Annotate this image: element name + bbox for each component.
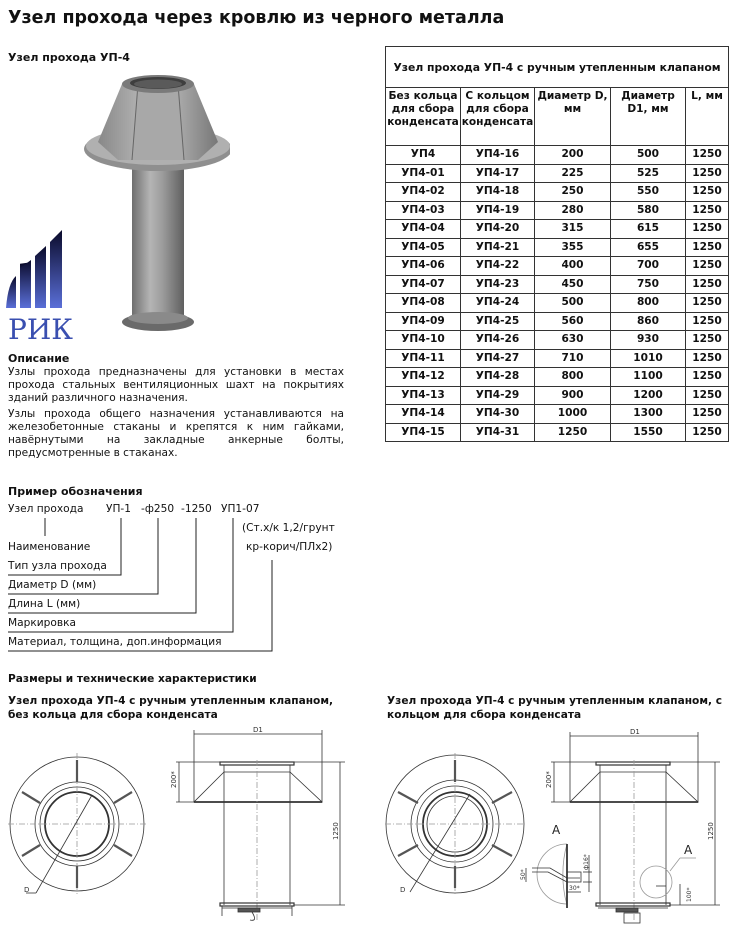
table-cell: 280 xyxy=(535,201,611,220)
svg-text:100*: 100* xyxy=(686,887,693,902)
drawing-2-title-line1: Узел прохода УП-4 с ручным утепленным клапаном, с xyxy=(387,695,722,707)
table-caption: Узел прохода УП-4 с ручным утепленным клапаном xyxy=(386,47,729,88)
table-row xyxy=(386,164,729,183)
legend-marking: Маркировка xyxy=(8,617,76,629)
table-cell: УП4-16 xyxy=(461,146,535,165)
drawing-1-title xyxy=(8,694,333,722)
table-body xyxy=(386,146,729,442)
table-cell: УП4-14 xyxy=(386,405,461,424)
spec-table-container xyxy=(385,46,728,442)
table-cell: УП4-15 xyxy=(386,423,461,442)
table-cell: УП4-18 xyxy=(461,183,535,202)
detail-a-callout-label: A xyxy=(684,843,693,857)
table-cell: УП4-21 xyxy=(461,238,535,257)
svg-text:D: D xyxy=(24,886,30,894)
table-row xyxy=(386,294,729,313)
table-cell: УП4-10 xyxy=(386,331,461,350)
table-cell: 630 xyxy=(535,331,611,350)
table-cell: 800 xyxy=(535,368,611,387)
svg-text:1250: 1250 xyxy=(707,822,715,840)
table-cell: 615 xyxy=(611,220,686,239)
col-header-diameter-d: Диаметр D, мм xyxy=(535,88,611,146)
table-cell: 1550 xyxy=(611,423,686,442)
table-row xyxy=(386,257,729,276)
col-header-length: L, мм xyxy=(686,88,729,146)
description-heading: Описание xyxy=(8,352,70,365)
table-cell: 560 xyxy=(535,312,611,331)
col-header-with-ring: С кольцом для сбора конденсата xyxy=(461,88,535,146)
table-cell: 400 xyxy=(535,257,611,276)
table-cell: 1250 xyxy=(686,257,729,276)
table-cell: УП4-13 xyxy=(386,386,461,405)
table-cell: УП4-28 xyxy=(461,368,535,387)
product-subtitle: Узел прохода УП-4 xyxy=(8,51,130,64)
table-cell: 1250 xyxy=(686,146,729,165)
table-cell: 1300 xyxy=(611,405,686,424)
table-cell: УП4-07 xyxy=(386,275,461,294)
table-cell: 655 xyxy=(611,238,686,257)
product-photo xyxy=(80,72,230,337)
table-cell: УП4-22 xyxy=(461,257,535,276)
svg-text:ф16*: ф16* xyxy=(583,854,590,870)
table-cell: 1250 xyxy=(686,183,729,202)
table-cell: УП4-06 xyxy=(386,257,461,276)
drawing-1-technical xyxy=(0,720,360,931)
table-cell: 500 xyxy=(535,294,611,313)
table-cell: 1250 xyxy=(686,386,729,405)
table-cell: 900 xyxy=(535,386,611,405)
table-cell: УП4-03 xyxy=(386,201,461,220)
code-length: -1250 xyxy=(181,503,212,515)
table-cell: УП4-24 xyxy=(461,294,535,313)
table-row xyxy=(386,331,729,350)
drawing-1-title-line2: без кольца для сбора конденсата xyxy=(8,709,218,721)
table-cell: УП4-29 xyxy=(461,386,535,405)
col-header-diameter-d1: Диаметр D1, мм xyxy=(611,88,686,146)
table-row xyxy=(386,275,729,294)
code-diameter: -ф250 xyxy=(141,503,175,515)
code-material-1: (Ст.х/к 1,2/грунт xyxy=(242,522,335,534)
svg-text:30*: 30* xyxy=(569,885,580,892)
table-cell: УП4-30 xyxy=(461,405,535,424)
description-paragraph: Узлы прохода предназначены для установки в местах прохода стальных вентиляционных шахт на покрытиях зданий различного назначения. xyxy=(8,366,344,404)
table-row xyxy=(386,201,729,220)
svg-text:200*: 200* xyxy=(545,771,553,788)
table-row xyxy=(386,238,729,257)
code-name: Узел прохода xyxy=(8,503,84,515)
drawing-1-title-line1: Узел прохода УП-4 с ручным утепленным клапаном, xyxy=(8,695,334,707)
table-cell: 450 xyxy=(535,275,611,294)
table-cell: УП4-25 xyxy=(461,312,535,331)
table-cell: 750 xyxy=(611,275,686,294)
detail-a-label: A xyxy=(552,823,561,837)
designation-leader-lines xyxy=(0,500,360,660)
legend-name: Наименование xyxy=(8,541,91,553)
table-cell: УП4-01 xyxy=(386,164,461,183)
table-cell: 800 xyxy=(611,294,686,313)
table-cell: 1250 xyxy=(686,294,729,313)
table-cell: 700 xyxy=(611,257,686,276)
table-cell: УП4-17 xyxy=(461,164,535,183)
description-text xyxy=(8,366,344,463)
table-cell: УП4-09 xyxy=(386,312,461,331)
table-cell: УП4-20 xyxy=(461,220,535,239)
technical-heading: Размеры и технические характеристики xyxy=(8,673,257,685)
table-cell: 1250 xyxy=(686,238,729,257)
table-cell: 1250 xyxy=(535,423,611,442)
svg-text:1250: 1250 xyxy=(332,822,340,840)
svg-text:РИК: РИК xyxy=(8,313,73,343)
table-cell: 1100 xyxy=(611,368,686,387)
table-cell: 315 xyxy=(535,220,611,239)
designation-heading: Пример обозначения xyxy=(8,485,143,498)
table-cell: УП4-19 xyxy=(461,201,535,220)
page-title: Узел прохода через кровлю из черного металла xyxy=(8,8,505,28)
col-header-no-ring: Без кольца для сбора конденсата xyxy=(386,88,461,146)
table-cell: 1250 xyxy=(686,368,729,387)
table-cell: 250 xyxy=(535,183,611,202)
legend-material: Материал, толщина, доп.информация xyxy=(8,636,222,648)
table-cell: 525 xyxy=(611,164,686,183)
table-cell: 500 xyxy=(611,146,686,165)
company-logo xyxy=(4,228,74,343)
legend-diameter: Диаметр D (мм) xyxy=(8,579,97,591)
table-cell: 1250 xyxy=(686,312,729,331)
table-row xyxy=(386,368,729,387)
table-row xyxy=(386,423,729,442)
table-row xyxy=(386,220,729,239)
table-cell: 1000 xyxy=(535,405,611,424)
table-cell: УП4-27 xyxy=(461,349,535,368)
table-cell: 550 xyxy=(611,183,686,202)
svg-text:200*: 200* xyxy=(170,771,178,788)
table-cell: УП4-23 xyxy=(461,275,535,294)
table-row xyxy=(386,183,729,202)
table-row xyxy=(386,386,729,405)
spec-table xyxy=(385,46,729,442)
table-cell: 1250 xyxy=(686,331,729,350)
table-cell: УП4-12 xyxy=(386,368,461,387)
drawing-2-title xyxy=(387,694,722,722)
description-paragraph: Узлы прохода общего назначения устанавливаются на железобетонные стаканы и крепятся к ним гайками, навёрнутыми на закладные анкерные болты, предусмотренные в стаканах. xyxy=(8,408,344,459)
table-cell: УП4-11 xyxy=(386,349,461,368)
table-row xyxy=(386,405,729,424)
table-cell: 1200 xyxy=(611,386,686,405)
svg-text:50*: 50* xyxy=(520,869,527,880)
table-cell: 860 xyxy=(611,312,686,331)
table-cell: 355 xyxy=(535,238,611,257)
table-cell: 930 xyxy=(611,331,686,350)
table-cell: 1250 xyxy=(686,201,729,220)
table-cell: 1250 xyxy=(686,405,729,424)
table-cell: 1250 xyxy=(686,275,729,294)
drawing-2-technical xyxy=(380,720,729,931)
code-material-2: кр-корич/ПЛх2) xyxy=(246,541,333,553)
table-cell: 225 xyxy=(535,164,611,183)
code-type: УП-1 xyxy=(106,503,131,515)
table-cell: 1250 xyxy=(686,220,729,239)
legend-length: Длина L (мм) xyxy=(8,598,81,610)
svg-text:D1: D1 xyxy=(630,728,640,736)
table-cell: УП4-04 xyxy=(386,220,461,239)
table-cell: УП4 xyxy=(386,146,461,165)
svg-text:D1: D1 xyxy=(253,726,263,734)
table-cell: 1250 xyxy=(686,423,729,442)
drawing-2-title-line2: кольцом для сбора конденсата xyxy=(387,709,582,721)
table-row xyxy=(386,312,729,331)
table-cell: УП4-05 xyxy=(386,238,461,257)
table-cell: 1010 xyxy=(611,349,686,368)
table-cell: УП4-08 xyxy=(386,294,461,313)
table-cell: 1250 xyxy=(686,349,729,368)
code-marking: УП1-07 xyxy=(221,503,260,515)
table-cell: 710 xyxy=(535,349,611,368)
table-cell: 200 xyxy=(535,146,611,165)
legend-type: Тип узла прохода xyxy=(8,560,107,572)
table-cell: УП4-26 xyxy=(461,331,535,350)
table-row xyxy=(386,349,729,368)
svg-text:D: D xyxy=(400,886,406,894)
table-cell: 1250 xyxy=(686,164,729,183)
table-row xyxy=(386,146,729,165)
table-cell: 580 xyxy=(611,201,686,220)
table-cell: УП4-02 xyxy=(386,183,461,202)
table-cell: УП4-31 xyxy=(461,423,535,442)
